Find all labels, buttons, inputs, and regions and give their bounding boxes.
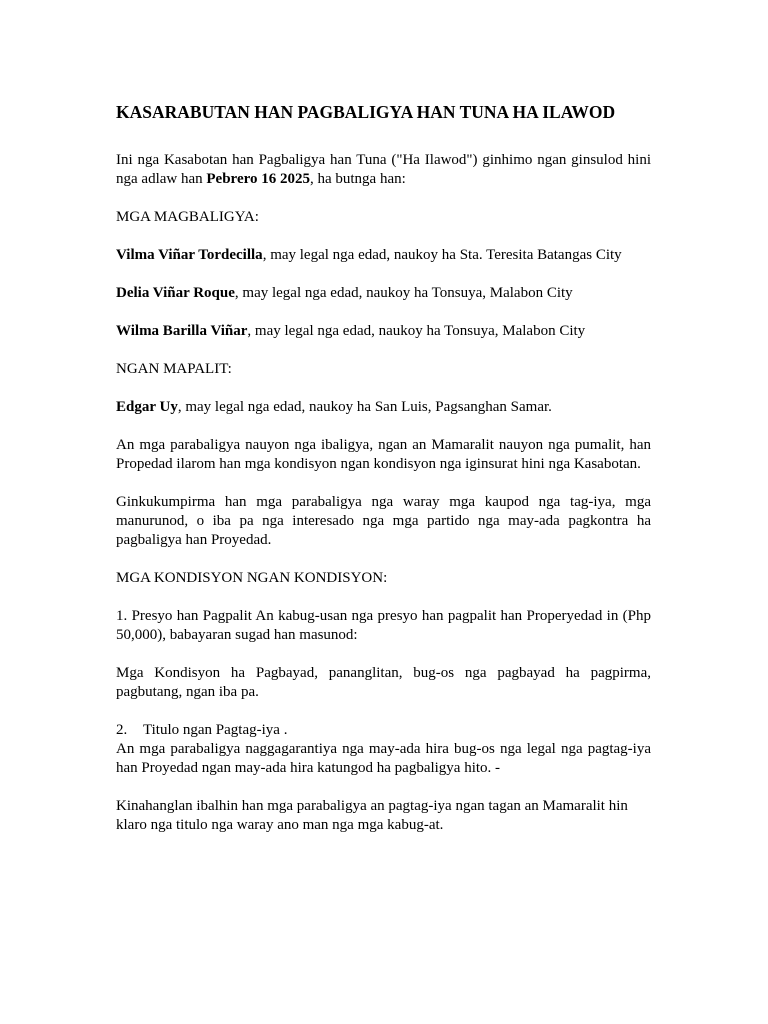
buyer-detail: , may legal nga edad, naukoy ha San Luis, Pagsanghan Samar. [177,399,552,415]
payment-terms-paragraph: Mga Kondisyon ha Pagbayad, pananglitan, bug-os nga pagbayad ha pagpirma, pagbutang, ngan iba pa. [116,665,651,700]
seller-name: Vilma Viñar Tordecilla [116,247,263,263]
seller-entry [116,246,651,265]
intro-text-after: , ha butnga han: [309,171,406,187]
seller-entry [116,284,651,303]
purchase-price-clause: 1. Presyo han Pagpalit An kabug-usan nga presyo han pagpalit han Properyedad in (Php 50,000), babayaran sugad han masunod: [116,608,651,643]
document-page [116,101,651,854]
intro-text-before: Ini nga Kasabotan han Pagbaligya han Tuna ("Ha Ilawod") ginhimo ngan ginsulod hini nga adlaw han [116,152,651,187]
seller-detail: , may legal nga edad, naukoy ha Tonsuya, Malabon City [247,323,586,339]
confirmation-paragraph: Ginkukumpirma han mga parabaligya nga waray mga kaupod nga tag-iya, mga manurunod, o iba pa nga interesado nga mga partido nga may-ada pagkontra ha pagbaligya han Proyedad. [116,494,651,548]
intro-paragraph [116,151,651,189]
seller-detail: , may legal nga edad, naukoy ha Tonsuya, Malabon City [234,285,573,301]
seller-name: Delia Viñar Roque [116,285,235,301]
conditions-heading: MGA KONDISYON NGAN KONDISYON: [116,570,388,586]
seller-detail: , may legal nga edad, naukoy ha Sta. Teresita Batangas City [262,247,622,263]
title-ownership-heading [116,721,651,740]
ownership-warranty-paragraph: An mga parabaligya naggagarantiya nga may-ada hira bug-os nga legal nga pagtag-iya han Proyedad ngan may-ada hira katungod ha pagbaligya hito. - [116,741,651,776]
seller-name: Wilma Barilla Viñar [116,323,248,339]
sellers-heading: MGA MAGBALIGYA: [116,209,259,225]
buyers-heading: NGAN MAPALIT: [116,361,232,377]
agreement-date: Pebrero 16 2025 [206,171,310,187]
clause-label: Titulo ngan Pagtag-iya . [143,722,288,738]
agreement-paragraph: An mga parabaligya nauyon nga ibaligya, ngan an Mamaralit nauyon nga pumalit, han Propedad ilarom han mga kondisyon ngan kondisyon nga iginsurat hini nga Kasabotan. [116,437,651,472]
buyer-name: Edgar Uy [116,399,178,415]
document-title: KASARABUTAN HAN PAGBALIGYA HAN TUNA HA ILAWOD [116,102,616,122]
seller-entry [116,322,651,341]
clause-number: 2. [116,722,128,738]
buyer-entry [116,398,651,417]
transfer-paragraph: Kinahanglan ibalhin han mga parabaligya an pagtag-iya ngan tagan an Mamaralit hin klaro nga titulo nga waray ano man nga mga kabug-at. [116,798,628,833]
